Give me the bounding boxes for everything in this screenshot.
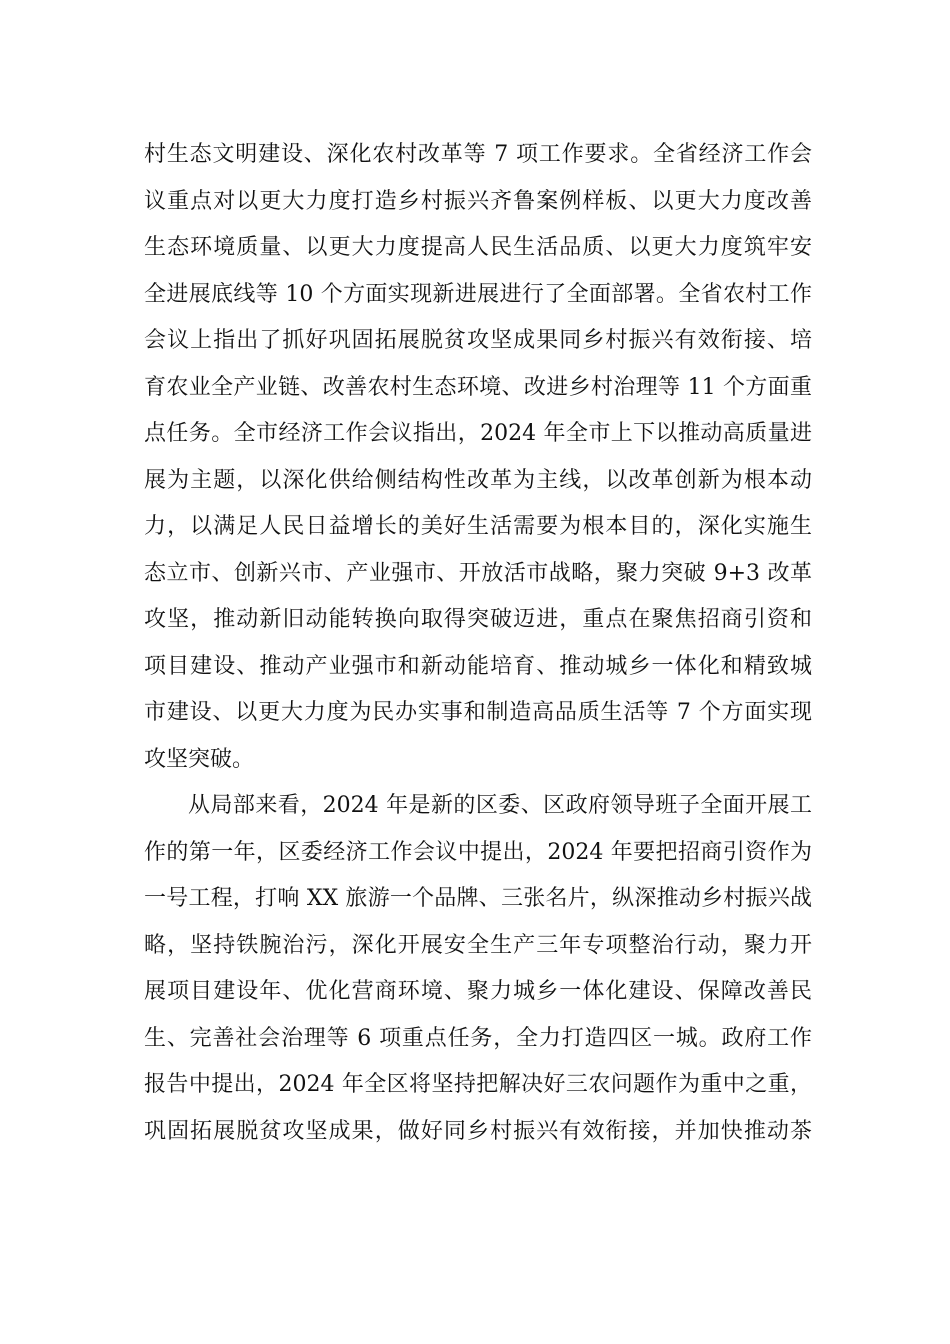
text-line: 展为主题，以深化供给侧结构性改革为主线，以改革创新为根本动 [144, 467, 812, 493]
text-line: 市建设、以更大力度为民办实事和制造高品质生活等 7 个方面实现 [144, 700, 812, 725]
text-line: 项目建设、推动产业强市和新动能培育、推动城乡一体化和精致城 [144, 653, 812, 679]
text-line: 巩固拓展脱贫攻坚成果，做好同乡村振兴有效衔接，并加快推动茶 [144, 1118, 812, 1144]
text-line: 一号工程，打响 XX 旅游一个品牌、三张名片，纵深推动乡村振兴战 [144, 886, 812, 911]
text-line: 攻坚突破。 [144, 746, 255, 772]
text-line: 育农业全产业链、改善农村生态环境、改进乡村治理等 11 个方面重 [144, 374, 812, 400]
text-line: 点任务。全市经济工作会议指出，2024 年全市上下以推动高质量进 [144, 421, 812, 446]
text-line: 报告中提出，2024 年全区将坚持把解决好三农问题作为重中之重， [144, 1072, 812, 1097]
paragraph-1 [144, 132, 812, 783]
text-line: 展项目建设年、优化营商环境、聚力城乡一体化建设、保障改善民 [144, 979, 812, 1004]
text-line: 生态环境质量、以更大力度提高人民生活品质、以更大力度筑牢安 [144, 235, 812, 260]
text-line: 议重点对以更大力度打造乡村振兴齐鲁案例样板、以更大力度改善 [144, 188, 812, 214]
text-line: 村生态文明建设、深化农村改革等 7 项工作要求。全省经济工作会 [144, 142, 812, 167]
text-line: 作的第一年，区委经济工作会议中提出，2024 年要把招商引资作为 [144, 839, 812, 865]
text-line: 态立市、创新兴市、产业强市、开放活市战略，聚力突破 9+3 改革 [144, 560, 812, 586]
text-line: 力，以满足人民日益增长的美好生活需要为根本目的，深化实施生 [144, 514, 812, 539]
text-line: 略，坚持铁腕治污，深化开展安全生产三年专项整治行动，聚力开 [144, 932, 812, 958]
text-line: 攻坚，推动新旧动能转换向取得突破迈进，重点在聚焦招商引资和 [144, 607, 812, 632]
body-text [144, 132, 812, 1155]
text-line: 会议上指出了抓好巩固拓展脱贫攻坚成果同乡村振兴有效衔接、培 [144, 328, 812, 353]
text-line: 从局部来看，2024 年是新的区委、区政府领导班子全面开展工 [188, 793, 812, 818]
paragraph-2 [144, 783, 812, 1155]
text-line: 生、完善社会治理等 6 项重点任务，全力打造四区一城。政府工作 [144, 1025, 812, 1051]
text-line: 全进展底线等 10 个方面实现新进展进行了全面部署。全省农村工作 [144, 281, 812, 307]
